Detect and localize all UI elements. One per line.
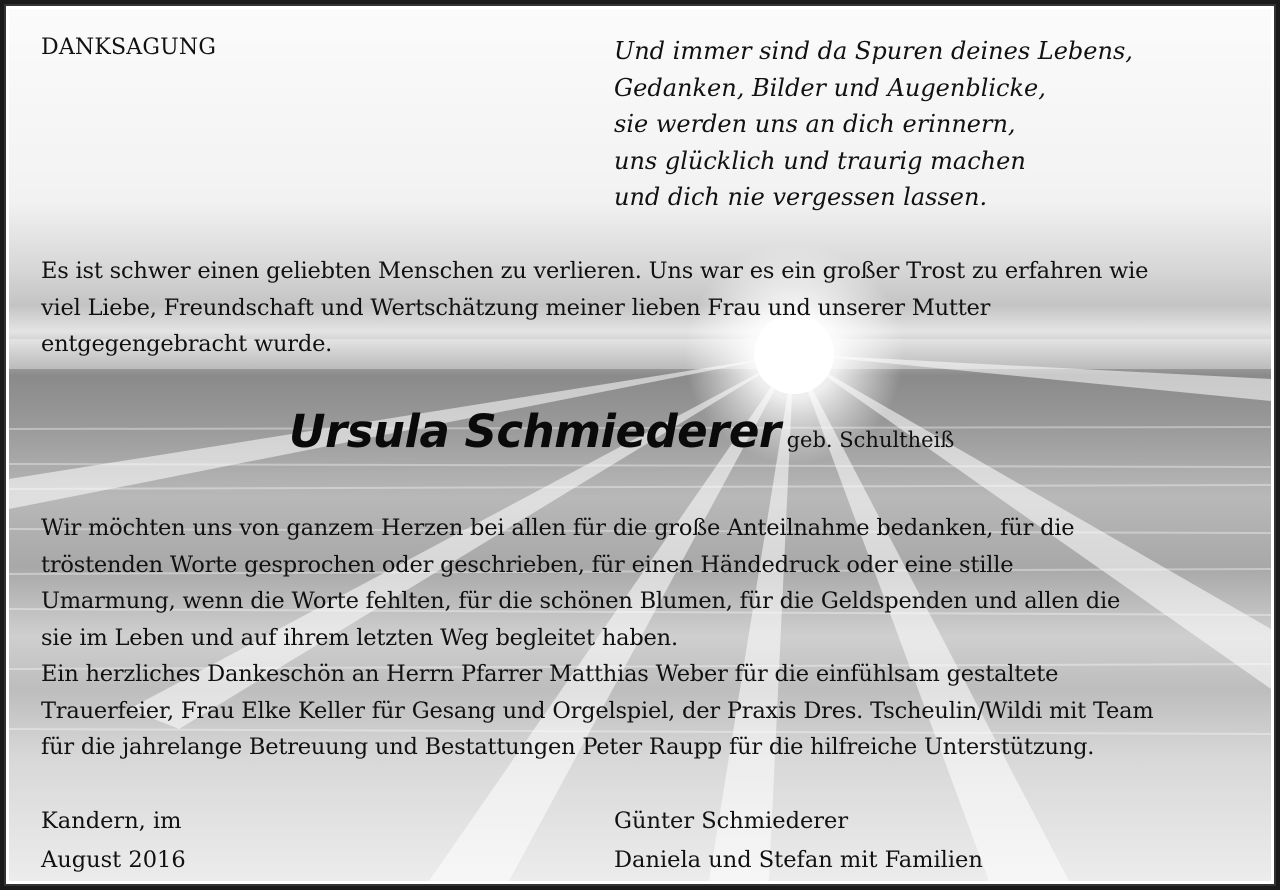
maiden-name: geb. Schultheiß	[786, 428, 955, 452]
poem-line: sie werden uns an dich erinnern,	[614, 110, 1016, 138]
place-line: Kandern, im	[41, 808, 182, 834]
thanks-line: für die jahrelange Betreuung und Bestattungen Peter Raupp für die hilfreiche Unterstützung.	[41, 734, 1095, 760]
poem-line: Und immer sind da Spuren deines Lebens,	[614, 37, 1133, 65]
place-date	[41, 802, 186, 879]
signer-name: Günter Schmiederer	[614, 808, 849, 834]
thanks-line: Trauerfeier, Frau Elke Keller für Gesang und Orgelspiel, der Praxis Dres. Tscheulin/Wildi mit Team	[41, 697, 1154, 724]
intro-line: viel Liebe, Freundschaft und Wertschätzung meiner lieben Frau und unserer Mutter	[41, 294, 991, 321]
thanks-paragraph	[41, 510, 1154, 766]
signer-name: Daniela und Stefan mit Familien	[614, 846, 983, 873]
intro-line: entgegengebracht wurde.	[41, 331, 333, 357]
deceased-name: Ursula Schmiederer	[289, 405, 781, 458]
thanks-line: tröstenden Worte gesprochen oder geschrieben, für einen Händedruck oder eine stille	[41, 551, 1014, 578]
poem-line: uns glücklich und traurig machen	[614, 146, 1026, 175]
thanks-line: Umarmung, wenn die Worte fehlten, für die schönen Blumen, für die Geldspenden und allen die	[41, 588, 1121, 614]
poem-line: Gedanken, Bilder und Augenblicke,	[614, 73, 1046, 102]
signers	[614, 802, 983, 879]
deceased-block	[289, 405, 954, 458]
poem-line: und dich nie vergessen lassen.	[614, 183, 988, 211]
thanks-line: Wir möchten uns von ganzem Herzen bei allen für die große Anteilnahme bedanken, für die	[41, 515, 1075, 541]
intro-paragraph	[41, 253, 1148, 363]
date-line: August 2016	[41, 846, 186, 873]
notice-frame	[6, 6, 1274, 884]
thanks-line: Ein herzliches Dankeschön an Herrn Pfarrer Matthias Weber für die einfühlsam gestaltete	[41, 661, 1059, 687]
thanks-line: sie im Leben und auf ihrem letzten Weg begleitet haben.	[41, 624, 678, 651]
intro-line: Es ist schwer einen geliebten Menschen zu verlieren. Uns war es ein großer Trost zu erfahren wie	[41, 258, 1149, 284]
notice-heading: DANKSAGUNG	[41, 35, 217, 60]
memorial-poem	[614, 33, 1133, 216]
